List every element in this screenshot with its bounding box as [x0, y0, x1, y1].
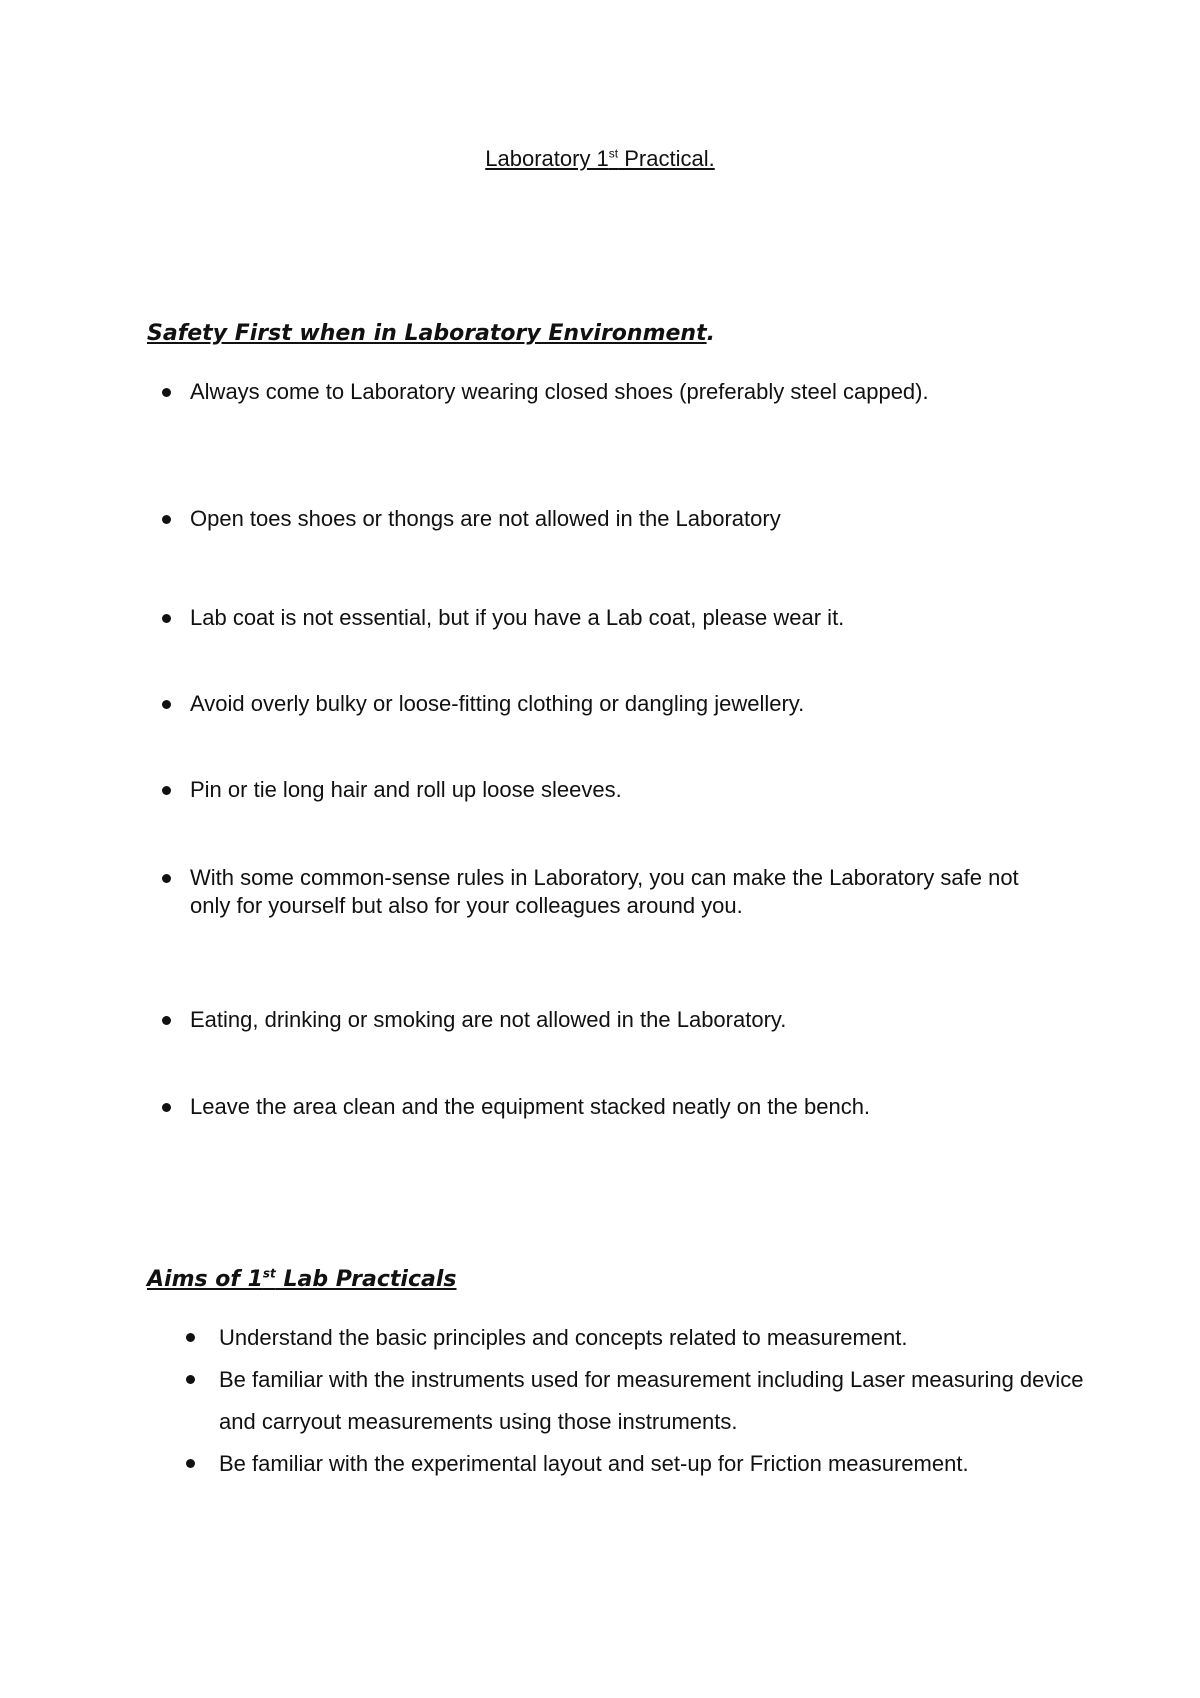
- aims-item-text: Be familiar with the instruments used for measurement including Laser measuring device and carryout measurements using those instruments.: [219, 1367, 1084, 1434]
- safety-item: [190, 1006, 1060, 1034]
- aims-heading-post: Lab Practicals: [275, 1267, 457, 1292]
- aims-item-text: Understand the basic principles and concepts related to measurement.: [219, 1325, 908, 1350]
- bullet-icon: [162, 388, 171, 397]
- safety-item-text: Avoid overly bulky or loose-fitting clothing or dangling jewellery.: [190, 691, 805, 716]
- safety-item-text: Lab coat is not essential, but if you have a Lab coat, please wear it.: [190, 605, 845, 630]
- safety-item: [190, 776, 1060, 804]
- bullet-icon: [162, 515, 171, 524]
- safety-item-text: Eating, drinking or smoking are not allowed in the Laboratory.: [190, 1007, 787, 1032]
- bullet-icon: [162, 614, 171, 623]
- safety-item-text: With some common-sense rules in Laboratory, you can make the Laboratory safe not only for yourself but also for your colleagues around you.: [190, 865, 1019, 918]
- bullet-icon: [186, 1375, 195, 1384]
- bullet-icon: [162, 1103, 171, 1112]
- bullet-icon: [162, 786, 171, 795]
- safety-item: [190, 864, 1060, 920]
- page-title: [0, 143, 1200, 175]
- title-rest: Practical.: [618, 146, 715, 171]
- title-superscript: st: [608, 146, 619, 161]
- safety-item: [190, 690, 1060, 718]
- bullet-icon: [162, 700, 171, 709]
- bullet-icon: [186, 1333, 195, 1342]
- aims-item: [219, 1443, 1089, 1485]
- safety-item-text: Leave the area clean and the equipment stacked neatly on the bench.: [190, 1094, 871, 1119]
- bullet-icon: [162, 874, 171, 883]
- aims-item-text: Be familiar with the experimental layout and set-up for Friction measurement.: [219, 1451, 969, 1476]
- bullet-icon: [186, 1459, 195, 1468]
- bullet-icon: [162, 1016, 171, 1025]
- aims-item: [219, 1317, 1089, 1359]
- safety-heading-trail: .: [706, 321, 715, 346]
- safety-item-text: Pin or tie long hair and roll up loose sleeves.: [190, 777, 622, 802]
- safety-item-text: Always come to Laboratory wearing closed shoes (preferably steel capped).: [190, 379, 929, 404]
- title-main: Laboratory 1: [485, 146, 609, 171]
- safety-item: [190, 1093, 1060, 1121]
- safety-item: [190, 604, 1060, 632]
- aims-heading-pre: Aims of 1: [147, 1267, 263, 1292]
- aims-heading: [147, 1264, 457, 1296]
- aims-heading-superscript: st: [262, 1266, 276, 1281]
- aims-item: [219, 1359, 1089, 1443]
- safety-item-text: Open toes shoes or thongs are not allowed in the Laboratory: [190, 506, 781, 531]
- safety-item: [190, 378, 1060, 406]
- safety-heading: [147, 318, 715, 350]
- safety-item: [190, 505, 1060, 533]
- safety-heading-text: Safety First when in Laboratory Environment: [147, 321, 707, 346]
